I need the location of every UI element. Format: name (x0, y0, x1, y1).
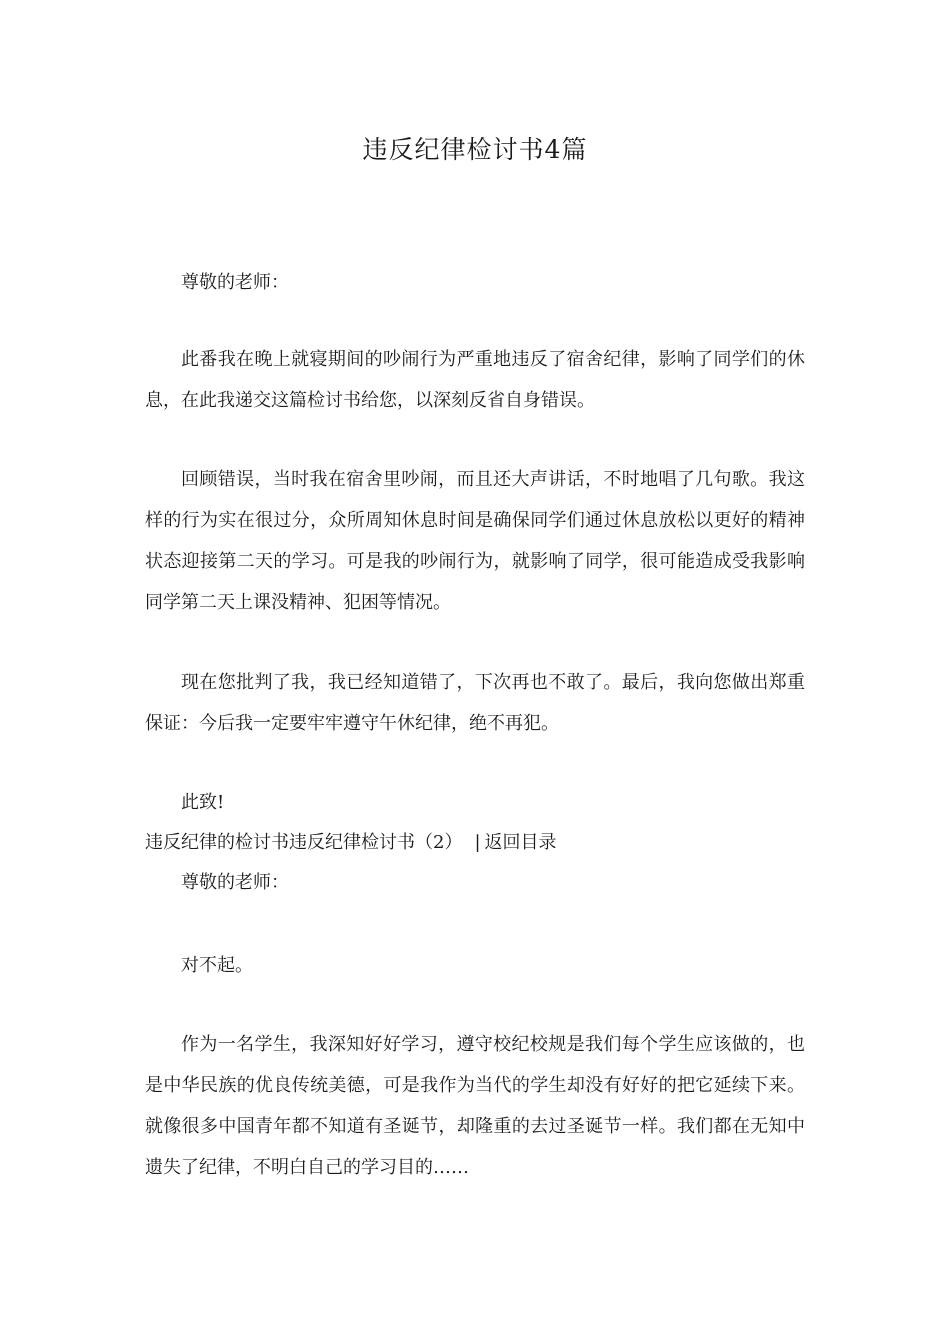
paragraph-4: 作为一名学生，我深知好好学习，遵守校纪校规是我们每个学生应该做的，也是中华民族的优良传统美德，可是我作为当代的学生却没有好好的把它延续下来。就像很多中国青年都不知道有圣诞节，却隆重的去过圣诞节一样。我们都在无知中遗失了纪律，不明白自己的学习目的…… (145, 1034, 805, 1178)
paragraph-3: 现在您批判了我，我已经知道错了，下次再也不敢了。最后，我向您做出郑重保证：今后我一定要牢牢遵守午休纪律，绝不再犯。 (145, 672, 805, 734)
closing-line: 此致! (181, 792, 225, 813)
document-title: 违反纪律检讨书4篇 (362, 135, 588, 164)
greeting-2: 尊敬的老师： (181, 872, 289, 893)
paragraph-1: 此番我在晚上就寝期间的吵闹行为严重地违反了宿舍纪律，影响了同学们的休息，在此我递交这篇检讨书给您，以深刻反省自身错误。 (145, 349, 805, 411)
apology-line: 对不起。 (181, 955, 253, 976)
paragraph-2: 回顾错误，当时我在宿舍里吵闹，而且还大声讲话，不时地唱了几句歌。我这样的行为实在很过分，众所周知休息时间是确保同学们通过休息放松以更好的精神状态迎接第二天的学习。可是我的吵闹行为，就影响了同学，很可能造成受我影响同学第二天上课没精神、犯困等情况。 (145, 469, 805, 613)
heading-separator: | (474, 832, 481, 853)
back-to-toc-link[interactable]: 返回目录 (484, 832, 557, 853)
section-2-heading: 违反纪律的检讨书违反纪律检讨书（2） (145, 832, 463, 853)
section-2-heading-line (145, 822, 805, 863)
greeting-1: 尊敬的老师： (181, 272, 289, 293)
